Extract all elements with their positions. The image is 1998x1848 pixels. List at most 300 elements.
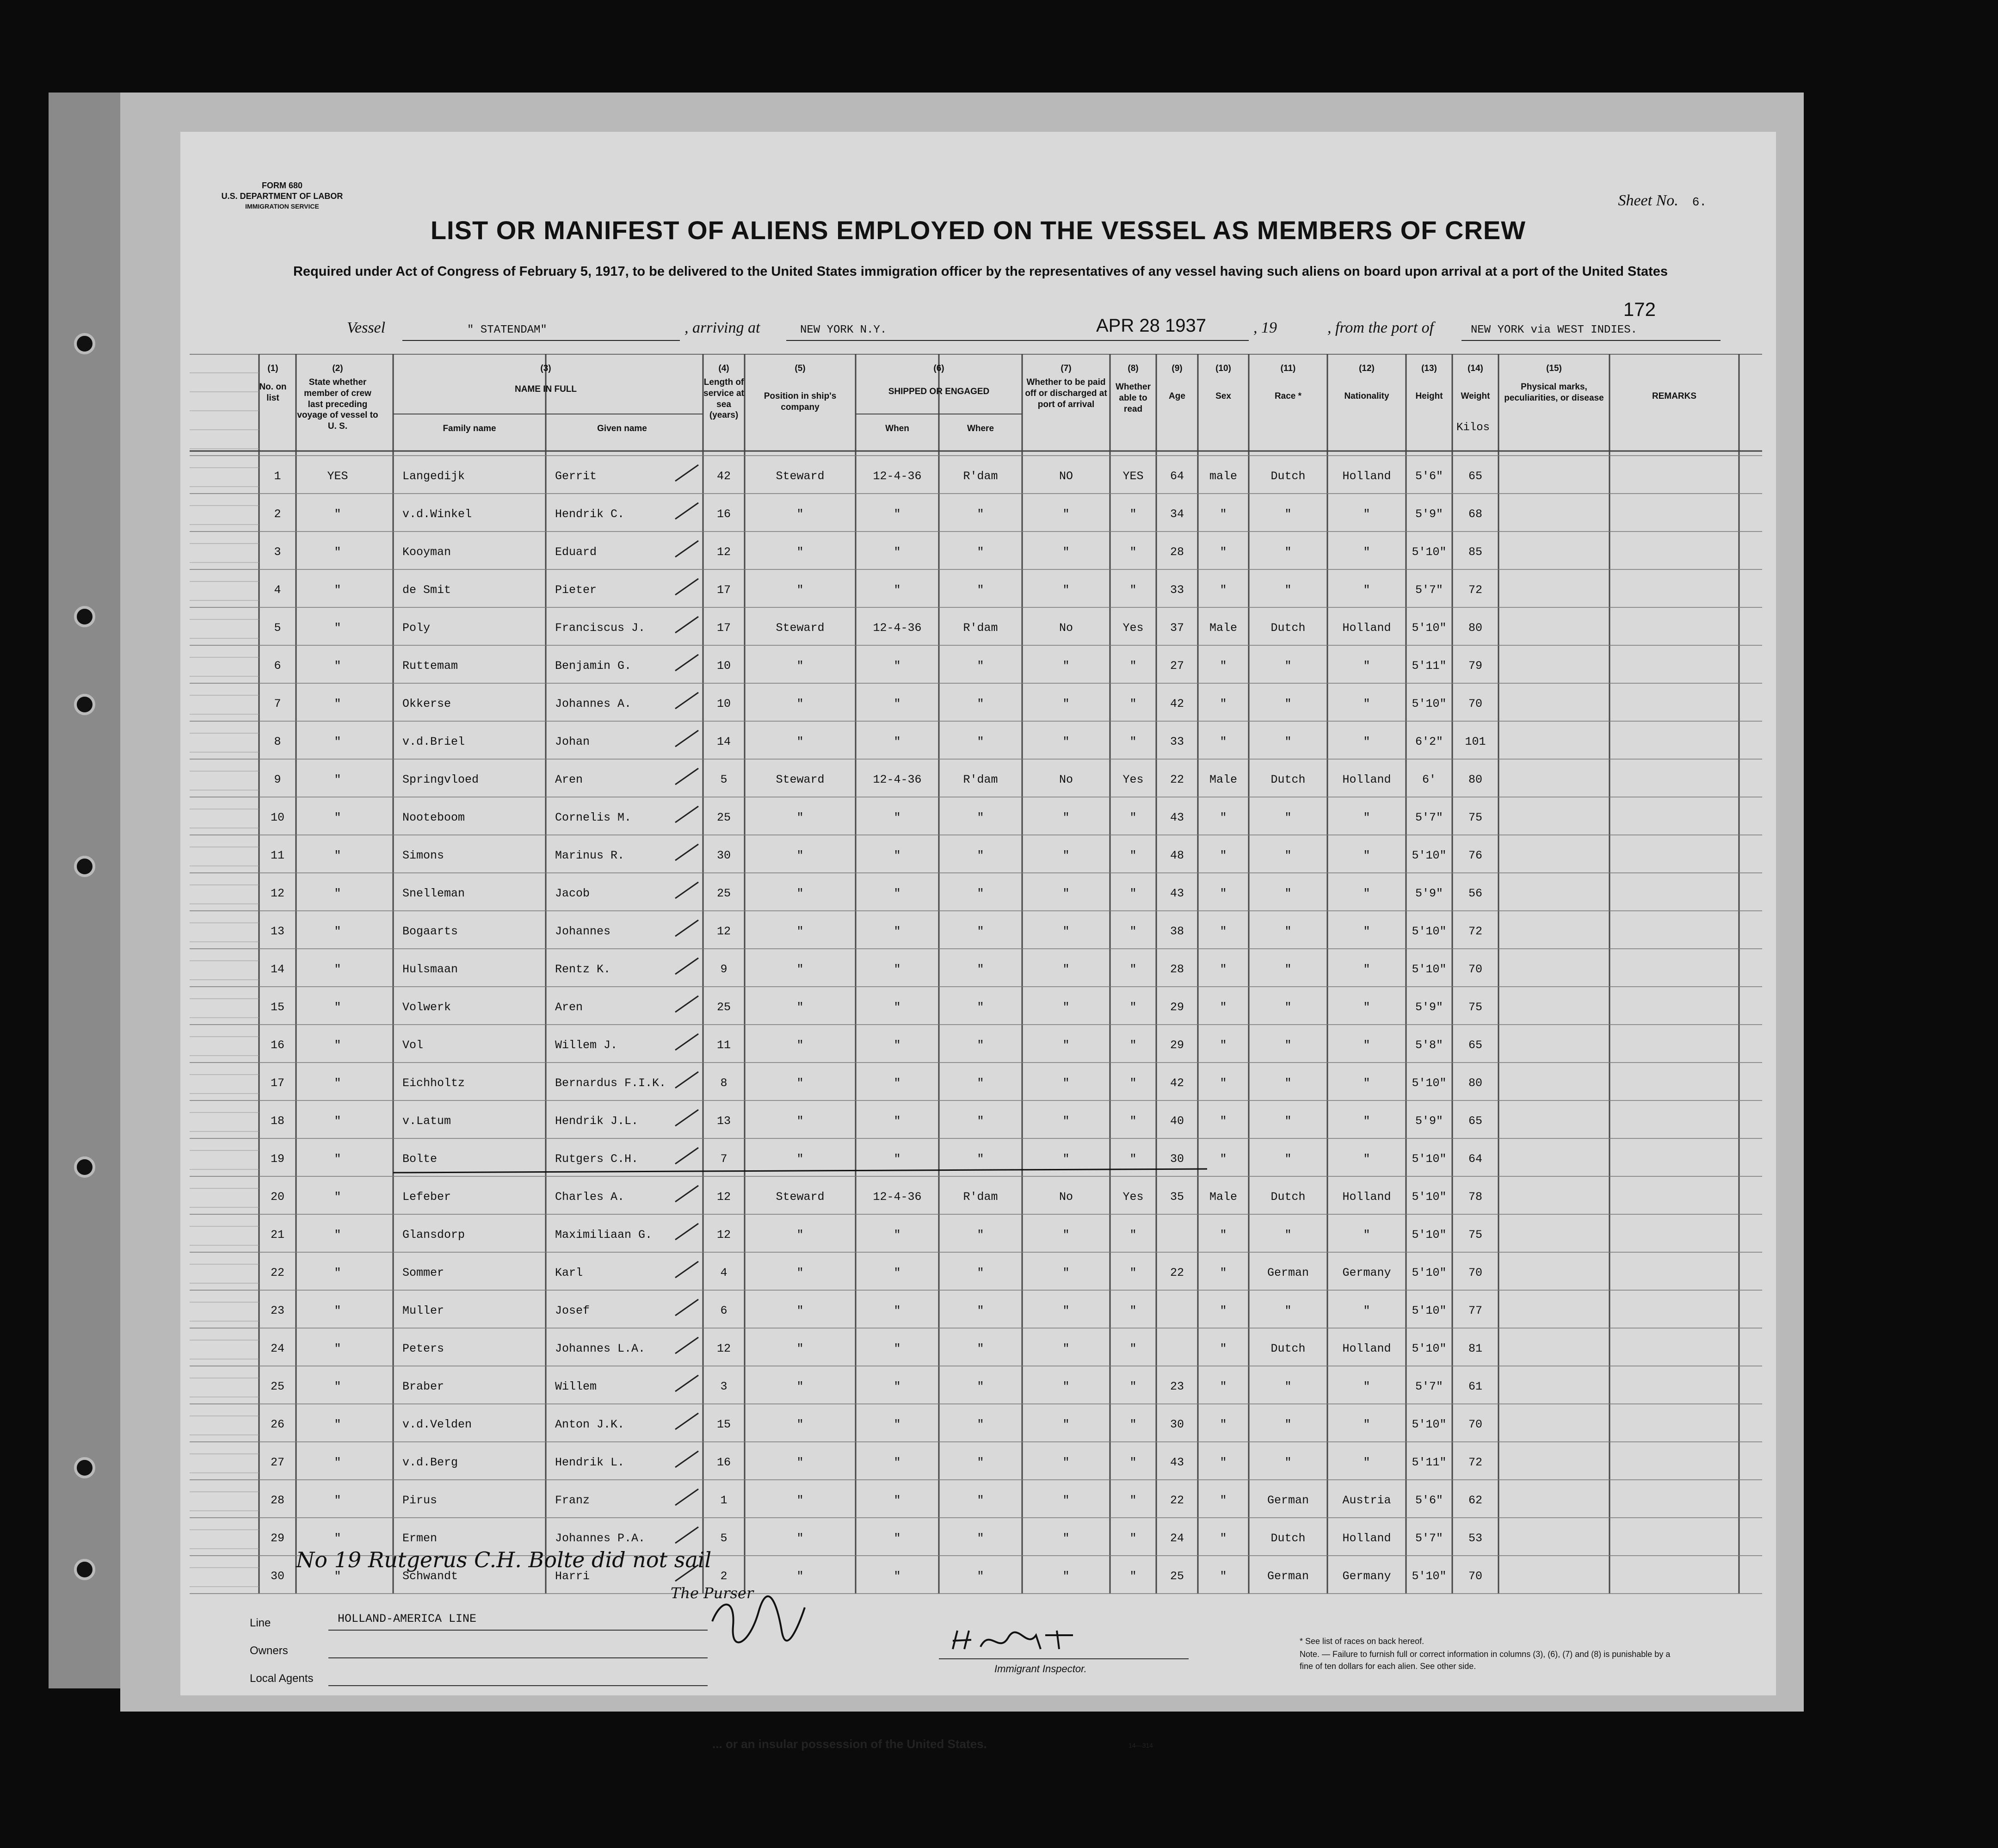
cell-position: " [796, 545, 804, 559]
cell-prev: " [334, 1380, 341, 1393]
cell-service: 5 [720, 1532, 728, 1545]
cell-given: Karl [555, 1266, 583, 1279]
cell-position: " [796, 1342, 804, 1355]
cell-position: " [796, 1380, 804, 1393]
cell-family: Snelleman [402, 887, 465, 900]
cell-nationality: " [1363, 1304, 1370, 1317]
cell-height: 5'10" [1412, 1266, 1447, 1279]
col10-number: (10) [1215, 364, 1231, 373]
cell-weight: 72 [1468, 583, 1482, 597]
cell-height: 5'10" [1412, 545, 1447, 559]
cell-race: " [1284, 1304, 1292, 1317]
cell-where: " [977, 1342, 984, 1355]
vessel-line [319, 315, 1730, 342]
cell-when: " [894, 1456, 901, 1469]
cell-sex: " [1220, 811, 1227, 824]
cell-age: 22 [1170, 1494, 1184, 1507]
cell-weight: 76 [1468, 849, 1482, 862]
cell-no: 17 [270, 1076, 284, 1090]
cell-paid: " [1062, 1152, 1070, 1166]
cell-position: Steward [776, 470, 825, 483]
cell-service: 25 [716, 1001, 731, 1014]
cell-race: " [1284, 697, 1292, 711]
cell-given: Benjamin G. [555, 659, 632, 673]
cell-family: Ermen [402, 1532, 438, 1545]
col14-header: Weight [1461, 391, 1490, 401]
cell-when: " [894, 659, 901, 673]
cell-paid: " [1062, 1228, 1070, 1242]
cell-sex: " [1220, 507, 1227, 521]
cell-read: " [1129, 887, 1137, 900]
cell-paid: " [1062, 887, 1070, 900]
cell-where: " [977, 697, 984, 711]
cell-where: " [977, 507, 984, 521]
cell-sex: " [1220, 1532, 1227, 1545]
cell-service: 12 [716, 925, 731, 938]
cell-height: 5'7" [1415, 1380, 1443, 1393]
cell-service: 6 [720, 1304, 728, 1317]
cell-weight: 75 [1468, 1001, 1482, 1014]
cell-family: Ruttemam [402, 659, 458, 673]
cell-race: " [1284, 811, 1292, 824]
cell-nationality: Austria [1342, 1494, 1391, 1507]
cell-age: 38 [1170, 925, 1184, 938]
cell-race: " [1284, 1038, 1292, 1052]
cell-race: " [1284, 1114, 1292, 1128]
cell-nationality: " [1363, 507, 1370, 521]
cell-given: Cornelis M. [555, 811, 632, 824]
cell-race: Dutch [1270, 621, 1306, 635]
cell-read: " [1129, 1152, 1137, 1166]
cell-sex: male [1209, 470, 1237, 483]
cell-position: Steward [776, 1190, 825, 1204]
cell-nationality: " [1363, 735, 1370, 748]
cell-service: 12 [716, 545, 731, 559]
cell-sex: " [1220, 1456, 1227, 1469]
cell-where: R'dam [963, 470, 998, 483]
col2-number: (2) [332, 364, 343, 373]
binding-hole [74, 1156, 95, 1178]
cell-when: " [894, 1038, 901, 1052]
col3-header: NAME IN FULL [514, 384, 577, 394]
cell-prev: " [334, 1076, 341, 1090]
cell-given: Pieter [555, 583, 597, 597]
cell-given: Franciscus J. [555, 621, 646, 635]
cell-given: Josef [555, 1304, 590, 1317]
cell-prev: " [334, 659, 341, 673]
cell-height: 5'10" [1412, 925, 1447, 938]
cell-when: " [894, 849, 901, 862]
cell-height: 5'10" [1412, 1342, 1447, 1355]
cell-where: " [977, 849, 984, 862]
cell-weight: 75 [1468, 811, 1482, 824]
cell-where: " [977, 659, 984, 673]
cell-read: " [1129, 1418, 1137, 1431]
col1-number: (1) [267, 364, 278, 373]
cell-weight: 70 [1468, 1418, 1482, 1431]
cell-no: 18 [270, 1114, 284, 1128]
manifest-page [180, 132, 1776, 1695]
arrival-date-stamp: APR 28 1937 [1096, 315, 1206, 336]
sheet-number: Sheet No. 6. [1618, 192, 1707, 209]
col15-number: (15) [1546, 364, 1562, 373]
cell-service: 3 [720, 1380, 728, 1393]
cell-sex: " [1220, 1380, 1227, 1393]
cell-read: " [1129, 1266, 1137, 1279]
cell-age: 22 [1170, 773, 1184, 786]
cell-nationality: Holland [1342, 1190, 1391, 1204]
cell-service: 15 [716, 1418, 731, 1431]
cell-age: 43 [1170, 811, 1184, 824]
cell-family: Bolte [402, 1152, 438, 1166]
vessel-label: Vessel [347, 319, 386, 336]
cell-family: Lefeber [402, 1190, 451, 1204]
cell-family: Braber [402, 1380, 444, 1393]
cell-when: " [894, 1342, 901, 1355]
cell-position: " [796, 849, 804, 862]
cell-height: 5'7" [1415, 583, 1443, 597]
col3-number: (3) [540, 364, 551, 373]
cell-paid: " [1062, 1076, 1070, 1090]
cell-read: " [1129, 1342, 1137, 1355]
cell-prev: " [334, 621, 341, 635]
cell-when: " [894, 1228, 901, 1242]
inspector-signature [948, 1626, 1078, 1663]
cell-given: Franz [555, 1494, 590, 1507]
cell-given: Hendrik C. [555, 507, 625, 521]
vessel-name: " STATENDAM" [467, 324, 547, 336]
cell-position: " [796, 1001, 804, 1014]
cell-race: " [1284, 887, 1292, 900]
cell-race: Dutch [1270, 773, 1306, 786]
cell-where: " [977, 1001, 984, 1014]
cell-where: " [977, 1494, 984, 1507]
col6-when-header: When [885, 424, 909, 433]
cell-service: 12 [716, 1228, 731, 1242]
cell-service: 9 [720, 963, 728, 976]
cell-service: 13 [716, 1114, 731, 1128]
department-name: U.S. DEPARTMENT OF LABOR [221, 192, 343, 201]
cell-when: " [894, 1380, 901, 1393]
owners-label: Owners [250, 1644, 288, 1657]
cell-no: 27 [270, 1456, 284, 1469]
cell-age: 40 [1170, 1114, 1184, 1128]
cell-given: Johannes A. [555, 697, 632, 711]
cell-no: 13 [270, 925, 284, 938]
cell-given: Anton J.K. [555, 1418, 625, 1431]
cell-given: Bernardus F.I.K. [555, 1076, 666, 1090]
cell-position: Steward [776, 773, 825, 786]
cell-family: Bogaarts [402, 925, 458, 938]
cell-sex: " [1220, 1038, 1227, 1052]
cell-age: 22 [1170, 1266, 1184, 1279]
cell-service: 1 [720, 1494, 728, 1507]
cell-sex: " [1220, 1114, 1227, 1128]
cell-age: 24 [1170, 1532, 1184, 1545]
crew-table [190, 354, 1762, 1640]
cell-paid: " [1062, 1114, 1070, 1128]
cell-service: 2 [720, 1570, 728, 1583]
cell-family: Simons [402, 849, 444, 862]
cell-race: " [1284, 925, 1292, 938]
col7-header: Whether to be paid off or discharged at port of arrival [1025, 377, 1107, 409]
col12-number: (12) [1359, 364, 1375, 373]
cell-family: v.d.Winkel [402, 507, 472, 521]
cell-nationality: Holland [1342, 470, 1391, 483]
cell-where: " [977, 1456, 984, 1469]
cell-when: " [894, 507, 901, 521]
cell-age: 30 [1170, 1152, 1184, 1166]
from-label: , from the port of [1327, 319, 1434, 336]
cell-family: Glansdorp [402, 1228, 465, 1242]
cell-sex: " [1220, 849, 1227, 862]
cell-height: 5'8" [1415, 1038, 1443, 1052]
cell-no: 10 [270, 811, 284, 824]
col1-header: No. on list [259, 382, 287, 403]
cell-sex: " [1220, 1342, 1227, 1355]
cell-sex: " [1220, 887, 1227, 900]
cell-paid: " [1062, 1342, 1070, 1355]
cell-position: " [796, 963, 804, 976]
cell-height: 5'10" [1412, 1228, 1447, 1242]
cell-weight: 78 [1468, 1190, 1482, 1204]
cell-read: " [1129, 963, 1137, 976]
cell-where: R'dam [963, 773, 998, 786]
cell-where: " [977, 963, 984, 976]
cell-prev: " [334, 925, 341, 938]
cell-prev: " [334, 963, 341, 976]
did-not-sail-note: No 19 Rutgerus C.H. Bolte did not sail [296, 1547, 712, 1572]
cell-race: Dutch [1270, 470, 1306, 483]
cell-where: " [977, 1228, 984, 1242]
cell-nationality: Holland [1342, 1532, 1391, 1545]
cell-no: 9 [274, 773, 281, 786]
weight-unit: Kilos [1456, 421, 1490, 434]
cell-weight: 80 [1468, 621, 1482, 635]
col3-family-header: Family name [443, 424, 496, 433]
cell-sex: " [1220, 1228, 1227, 1242]
cell-paid: No [1059, 773, 1073, 786]
cell-weight: 68 [1468, 507, 1482, 521]
cell-weight: 53 [1468, 1532, 1482, 1545]
page-title: LIST OR MANIFEST OF ALIENS EMPLOYED ON THE VESSEL AS MEMBERS OF CREW [430, 216, 1526, 245]
cell-paid: " [1062, 1380, 1070, 1393]
col9-number: (9) [1172, 364, 1183, 373]
cell-height: 5'11" [1412, 1456, 1447, 1469]
cell-family: v.d.Velden [402, 1418, 472, 1431]
cell-position: " [796, 1114, 804, 1128]
departure-port: NEW YORK via WEST INDIES. [1471, 324, 1638, 336]
cell-paid: " [1062, 1570, 1070, 1583]
cell-race: Dutch [1270, 1532, 1306, 1545]
cell-position: Steward [776, 621, 825, 635]
cell-race: " [1284, 1380, 1292, 1393]
cell-no: 12 [270, 887, 284, 900]
cell-when: " [894, 697, 901, 711]
cell-nationality: " [1363, 1038, 1370, 1052]
cell-prev: " [334, 849, 341, 862]
cell-nationality: " [1363, 1114, 1370, 1128]
cell-race: Dutch [1270, 1342, 1306, 1355]
cell-when: " [894, 1570, 901, 1583]
cell-where: " [977, 925, 984, 938]
cell-race: " [1284, 963, 1292, 976]
cell-service: 10 [716, 697, 731, 711]
col8-header: Whether able to read [1116, 382, 1151, 414]
cell-race: " [1284, 1456, 1292, 1469]
cell-height: 5'10" [1412, 1076, 1447, 1090]
cell-height: 5'7" [1415, 1532, 1443, 1545]
cell-height: 5'10" [1412, 621, 1447, 635]
cell-prev: " [334, 1190, 341, 1204]
cell-sex: " [1220, 963, 1227, 976]
cell-nationality: " [1363, 1001, 1370, 1014]
cell-paid: " [1062, 1418, 1070, 1431]
cell-weight: 81 [1468, 1342, 1482, 1355]
cell-family: v.d.Berg [402, 1456, 458, 1469]
cell-read: " [1129, 849, 1137, 862]
cell-position: " [796, 1038, 804, 1052]
cell-given: Johannes P.A. [555, 1532, 646, 1545]
cell-nationality: Germany [1342, 1570, 1391, 1583]
cell-read: " [1129, 1532, 1137, 1545]
cell-no: 8 [274, 735, 281, 748]
binding-strip [49, 93, 125, 1688]
cell-paid: NO [1059, 470, 1073, 483]
cell-nationality: " [1363, 887, 1370, 900]
cell-service: 4 [720, 1266, 728, 1279]
cell-age: 28 [1170, 545, 1184, 559]
cell-when: " [894, 545, 901, 559]
cell-position: " [796, 1304, 804, 1317]
cell-when: " [894, 583, 901, 597]
cell-family: Langedijk [402, 470, 465, 483]
cell-no: 28 [270, 1494, 284, 1507]
col8-number: (8) [1128, 364, 1139, 373]
cell-weight: 75 [1468, 1228, 1482, 1242]
cell-prev: " [334, 1152, 341, 1166]
cell-sex: Male [1209, 621, 1237, 635]
cell-weight: 64 [1468, 1152, 1482, 1166]
cell-prev: " [334, 1532, 341, 1545]
cell-nationality: " [1363, 1380, 1370, 1393]
cell-family: Hulsmaan [402, 963, 458, 976]
cell-where: " [977, 545, 984, 559]
cell-read: " [1129, 583, 1137, 597]
cell-position: " [796, 1532, 804, 1545]
cell-height: 5'10" [1412, 697, 1447, 711]
cell-nationality: " [1363, 925, 1370, 938]
cell-no: 14 [270, 963, 284, 976]
arriving-label: , arriving at [684, 319, 760, 336]
cell-position: " [796, 507, 804, 521]
cell-no: 23 [270, 1304, 284, 1317]
cell-service: 16 [716, 507, 731, 521]
cell-prev: " [334, 1304, 341, 1317]
penalty-note: Note. — Failure to furnish full or correct information in columns (3), (6), (7) and (8) is punishable by a fine of ten dollars for each alien. See other side. [1300, 1650, 1671, 1671]
cell-position: " [796, 735, 804, 748]
cell-prev: " [334, 1266, 341, 1279]
cell-age: 28 [1170, 963, 1184, 976]
cell-no: 4 [274, 583, 281, 597]
cell-where: " [977, 1266, 984, 1279]
cell-no: 16 [270, 1038, 284, 1052]
col12-header: Nationality [1344, 391, 1389, 401]
cell-paid: " [1062, 659, 1070, 673]
cell-age: 30 [1170, 1418, 1184, 1431]
binding-hole [74, 333, 95, 354]
cell-nationality: " [1363, 659, 1370, 673]
cell-service: 11 [716, 1038, 731, 1052]
cell-read: " [1129, 1456, 1137, 1469]
cell-read: Yes [1122, 1190, 1144, 1204]
cell-read: " [1129, 1494, 1137, 1507]
cell-height: 5'9" [1415, 1001, 1443, 1014]
cell-no: 11 [270, 849, 284, 862]
cell-read: Yes [1122, 621, 1144, 635]
col13-number: (13) [1421, 364, 1437, 373]
cell-prev: " [334, 1038, 341, 1052]
cell-height: 5'9" [1415, 1114, 1443, 1128]
cell-where: " [977, 1038, 984, 1052]
cell-given: Eduard [555, 545, 597, 559]
cell-where: R'dam [963, 1190, 998, 1204]
cell-weight: 61 [1468, 1380, 1482, 1393]
cell-paid: No [1059, 621, 1073, 635]
cell-race: " [1284, 1418, 1292, 1431]
cell-nationality: " [1363, 697, 1370, 711]
col6-header: SHIPPED OR ENGAGED [888, 387, 990, 396]
cell-position: " [796, 1418, 804, 1431]
cell-nationality: " [1363, 811, 1370, 824]
cell-sex: " [1220, 583, 1227, 597]
cell-when: " [894, 1266, 901, 1279]
cell-given: Gerrit [555, 470, 597, 483]
cell-height: 5'6" [1415, 1494, 1443, 1507]
cell-nationality: " [1363, 963, 1370, 976]
cell-paid: " [1062, 507, 1070, 521]
cell-read: " [1129, 811, 1137, 824]
cell-age: 42 [1170, 1076, 1184, 1090]
cell-nationality: " [1363, 1418, 1370, 1431]
cell-age: 43 [1170, 887, 1184, 900]
cell-when: 12-4-36 [873, 621, 922, 635]
cell-nationality: Holland [1342, 773, 1391, 786]
cell-weight: 56 [1468, 887, 1482, 900]
cell-where: " [977, 1304, 984, 1317]
cell-nationality: Germany [1342, 1266, 1391, 1279]
cell-prev: " [334, 1001, 341, 1014]
cell-prev: " [334, 811, 341, 824]
cell-when: " [894, 925, 901, 938]
purser-label: The Purser [671, 1584, 754, 1602]
cell-weight: 80 [1468, 773, 1482, 786]
cell-height: 5'10" [1412, 1304, 1447, 1317]
cell-position: " [796, 659, 804, 673]
cell-read: " [1129, 1114, 1137, 1128]
local-agents-label: Local Agents [250, 1672, 314, 1685]
arrival-port: NEW YORK N.Y. [800, 324, 887, 336]
cell-no: 15 [270, 1001, 284, 1014]
cell-no: 22 [270, 1266, 284, 1279]
col2-header: State whether member of crew last preceding voyage of vessel to U. S. [297, 377, 378, 431]
page-number: 172 [1623, 298, 1656, 320]
cell-age: 34 [1170, 507, 1184, 521]
cell-weight: 65 [1468, 1038, 1482, 1052]
cell-read: " [1129, 1570, 1137, 1583]
cell-weight: 62 [1468, 1494, 1482, 1507]
col6-number: (6) [933, 364, 944, 373]
